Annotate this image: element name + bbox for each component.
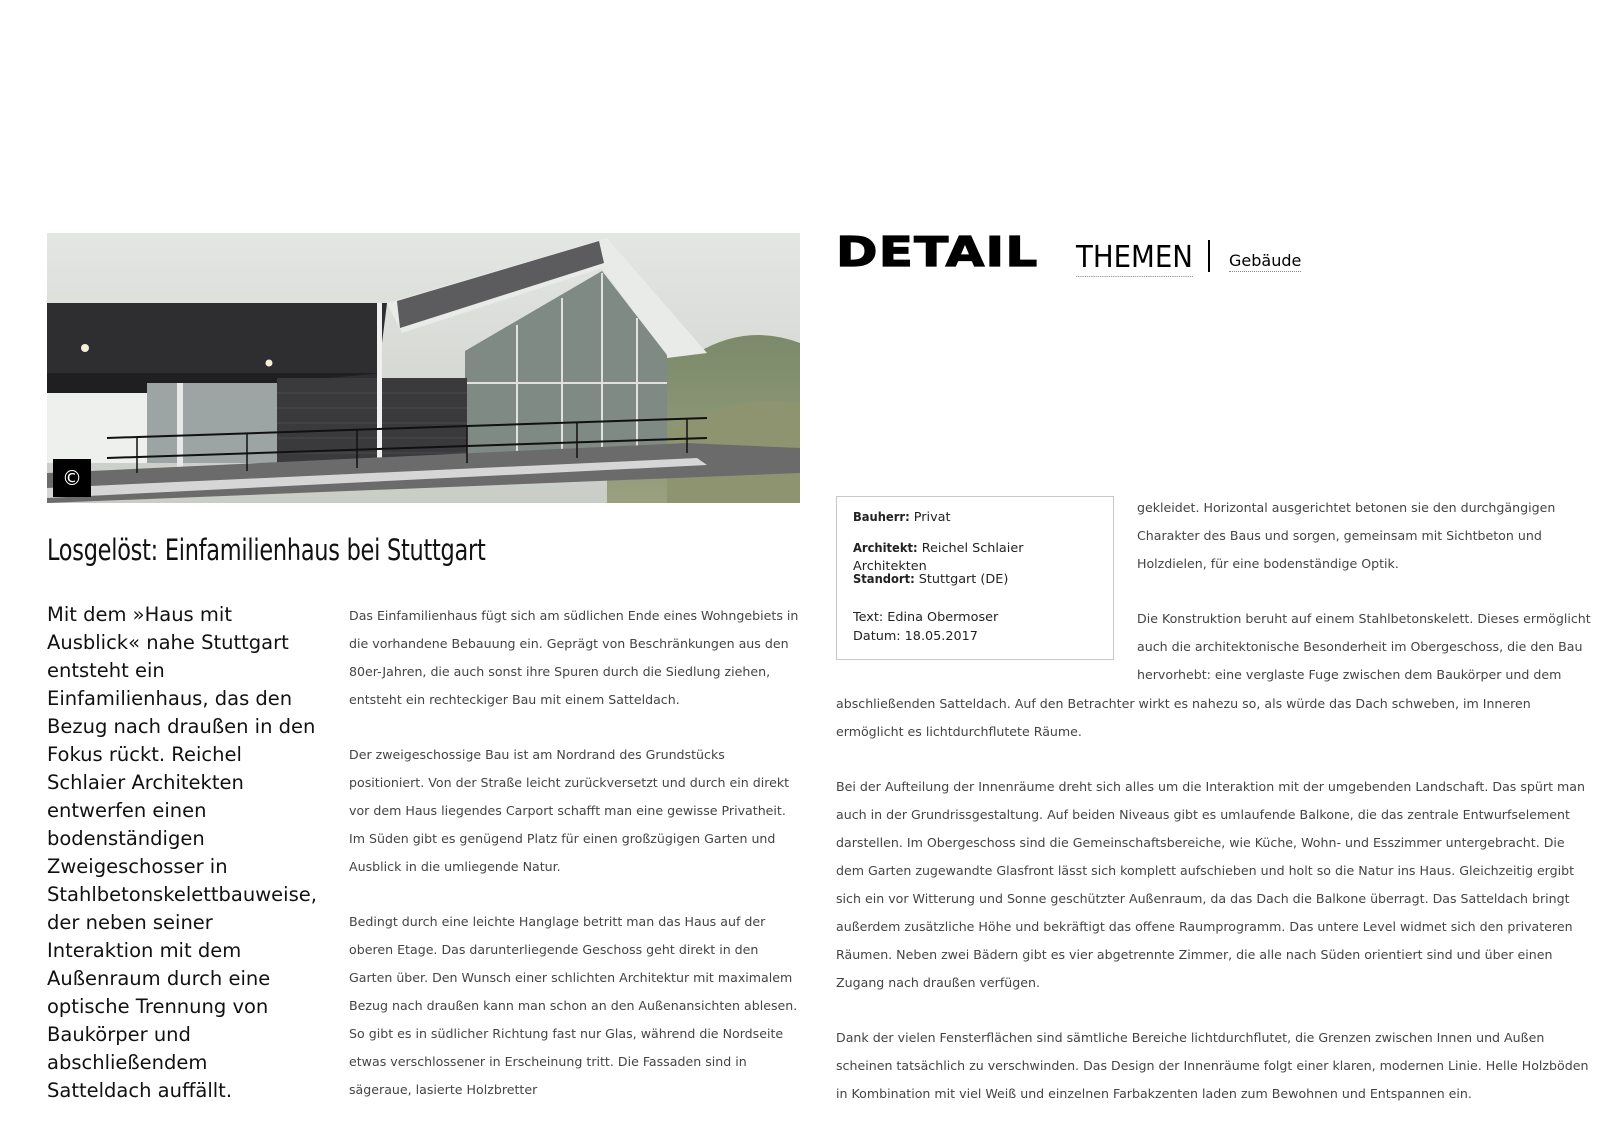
info-value: Reichel Schlaier Architekten [853,541,1024,574]
copyright-badge[interactable]: © [53,459,91,497]
date-credit: Datum: 18.05.2017 [853,629,978,644]
info-value: Privat [913,510,951,525]
info-label: Bauherr: [853,510,910,525]
project-info-box [836,496,1114,660]
info-bauherr [853,509,1097,540]
body-paragraph: Dank der vielen Fensterflächen sind sämtliche Bereiche lichtdurchflutet, die Grenzen zwischen Innen und Außen scheinen tatsächlich zu verschwinden. Das Design der Innenräume folgt einer klaren, modernen Linie. Helle Holzböden in Kombination mit viel Weiß und einzelnen Farbakzenten laden zum Bewohnen und Entspannen ein. [836,1030,1589,1101]
article-lead: Mit dem »Haus mit Ausblick« nahe Stuttgart entsteht ein Einfamilienhaus, das den Bezug nach draußen in den Fokus rückt. Reichel Schlaier Architekten entwerfen einen bodenständigen Zweigeschosser in Stahlbetonskelettbauweise, der neben seiner Interaktion mit dem Außenraum durch eine optische Trennung von Baukörper und abschließendem Satteldach auffällt. [47,603,317,1102]
nav-themen-link[interactable]: THEMEN [1076,240,1193,275]
article-body-right-top [1137,494,1592,689]
body-paragraph: Die Konstruktion beruht auf einem Stahlbetonskelett. Dieses ermöglicht auch die architektonische Besonderheit im Obergeschoss, die den Bau hervorhebt: eine verglaste Fuge zwischen dem Baukörper und dem [1137,611,1591,682]
house-photo [47,233,800,503]
nav-gebaeude-link[interactable]: Gebäude [1229,251,1302,270]
nav-divider [1208,240,1210,272]
body-paragraph: Der zweigeschossige Bau ist am Nordrand des Grundstücks positioniert. Von der Straße leicht zurückversetzt und durch ein direkt vor dem Haus liegendes Carport schafft man eine gewisse Privatheit. Im Süden gibt es genügend Platz für einen großzügigen Garten und Ausblick in die umliegende Natur. [349,747,790,874]
text-credit: Text: Edina Obermoser [853,610,999,625]
body-paragraph: Das Einfamilienhaus fügt sich am südlichen Ende eines Wohngebiets in die vorhandene Bebauung ein. Geprägt von Beschränkungen aus den 80er-Jahren, die auch sonst ihre Spuren durch die Siedlung ziehen, entsteht ein rechteckiger Bau mit einem Satteldach. [349,608,799,707]
body-paragraph: Bei der Aufteilung der Innenräume dreht sich alles um die Interaktion mit der umgebenden Landschaft. Das spürt man auch in der Grundrissgestaltung. Auf beiden Niveaus gibt es umlaufende Balkone, die das zentrale Entwurfselement darstellen. Im Obergeschoss sind die Gemeinschaftsbereiche, wie Küche, Wohn- und Esszimmer untergebracht. Die dem Garten zugewandte Glasfront lässt sich komplett aufschieben und holt so die Natur ins Haus. Gleichzeitig ergibt sich ein vor Witterung und Sonne geschützter Außenraum, da das Dach die Balkone überragt. Das Satteldach bringt außerdem zusätzliche Höhe und bekräftigt das offene Raumprogramm. Das untere Level widmet sich den privateren Räumen. Neben zwei Bädern gibt es vier abgetrennte Zimmer, die alle nach Süden orientiert sind und über einen Zugang nach draußen verfügen. [836,779,1585,990]
info-value: Stuttgart (DE) [918,572,1009,587]
body-paragraph: Bedingt durch eine leichte Hanglage betritt man das Haus auf der oberen Etage. Das darunterliegende Geschoss geht direkt in den Garten über. Den Wunsch einer schlichten Architektur mit maximalem Bezug nach draußen kann man schon an den Außenansichten ablesen. So gibt es in südlicher Richtung fast nur Glas, während die Nordseite etwas verschlossener in Erscheinung tritt. Die Fassaden sind in sägeraue, lasierte Holzbretter [349,914,798,1097]
body-paragraph: gekleidet. Horizontal ausgerichtet betonen sie den durchgängigen Charakter des Baus und sorgen, gemeinsam mit Sichtbeton und Holzdielen, für eine bodenständige Optik. [1137,500,1556,571]
article-body-right-bottom [836,690,1591,1135]
hero-image[interactable] [47,233,800,503]
info-label: Standort: [853,572,915,587]
article-body-middle [349,602,804,1131]
detail-logo[interactable]: DETAIL [836,228,1039,276]
info-standort [853,571,1097,602]
info-architekt [853,540,1097,574]
info-label: Architekt: [853,541,918,556]
body-paragraph: abschließenden Satteldach. Auf den Betrachter wirkt es nahezu so, als würde das Dach schweben, im Inneren ermöglicht es lichtdurchflutete Räume. [836,696,1531,739]
article-title: Losgelöst: Einfamilienhaus bei Stuttgart [47,533,486,567]
